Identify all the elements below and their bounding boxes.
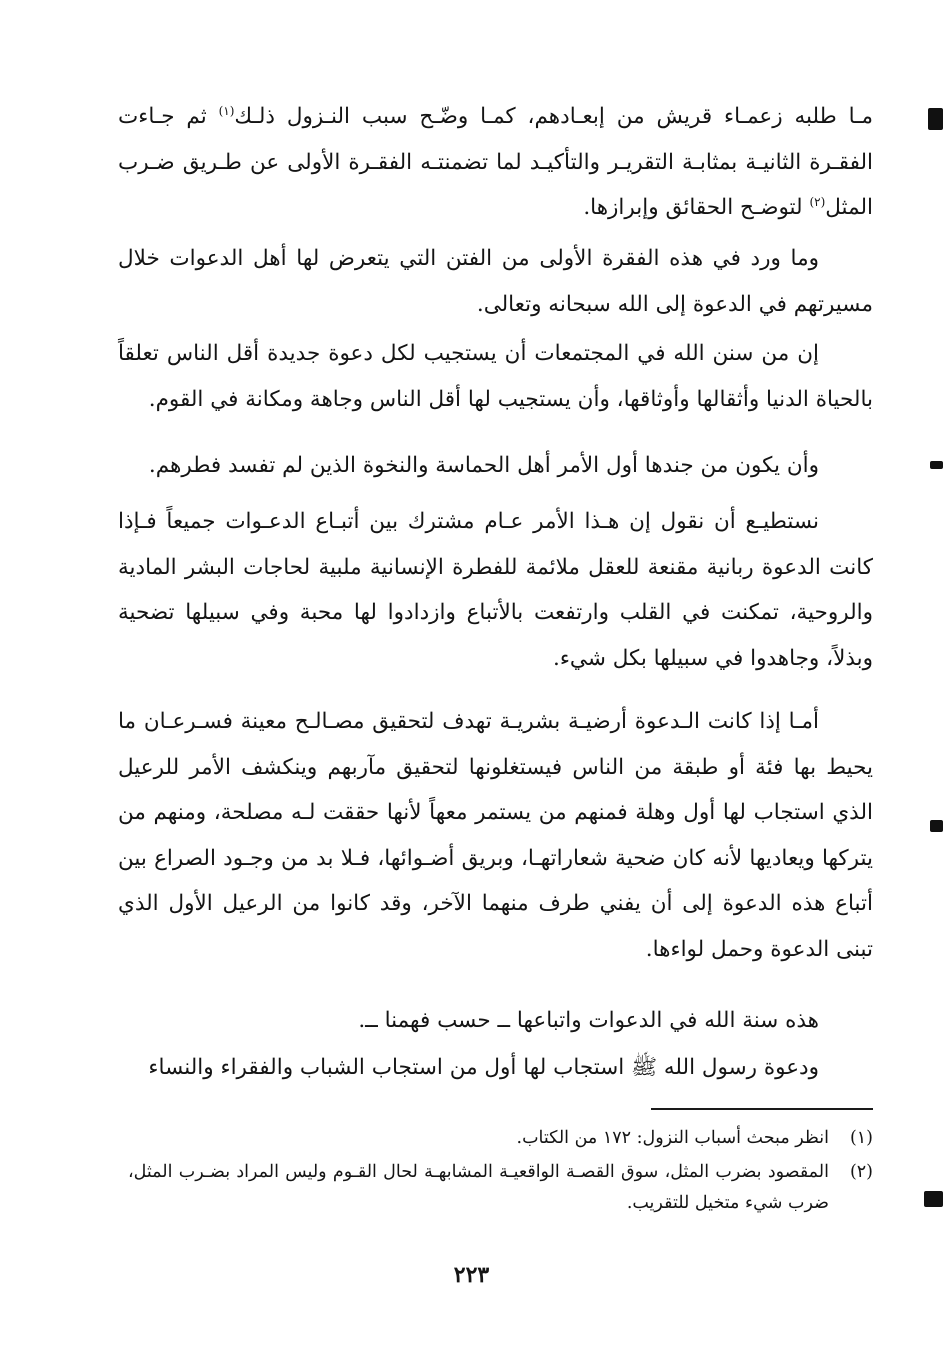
scan-mark bbox=[928, 108, 943, 130]
paragraph-text: لتوضـح الحقائق وإبرازها. bbox=[583, 195, 810, 220]
footnote-number: (١) bbox=[849, 1128, 873, 1148]
footnote-separator bbox=[651, 1108, 873, 1110]
scan-mark bbox=[930, 461, 943, 469]
paragraph-2 bbox=[118, 236, 873, 327]
scan-mark bbox=[924, 1191, 943, 1207]
footnote-text: انظر مبحث أسباب النزول: ١٧٢ من الكتاب. bbox=[516, 1128, 829, 1148]
paragraph-5 bbox=[118, 499, 873, 681]
paragraph-text: وما ورد في هذه الفقرة الأولى من الفتن التي يتعرض لها أهل الدعوات خلال مسيرتهم في الدعوة إلى الله سبحانه وتعالى. bbox=[118, 246, 873, 317]
paragraph-3 bbox=[118, 331, 873, 422]
paragraph-text: ودعوة رسول الله ﷺ استجاب لها أول من استجاب الشباب والفقراء والنساء bbox=[148, 1055, 819, 1080]
footnote-1 bbox=[128, 1123, 873, 1154]
footnotes bbox=[128, 1123, 873, 1222]
paragraph-4 bbox=[118, 443, 873, 489]
paragraph-6 bbox=[118, 699, 873, 972]
paragraph-text: وأن يكون من جندها أول الأمر أهل الحماسة والنخوة الذين لم تفسد فطرهم. bbox=[148, 453, 819, 478]
paragraph-1 bbox=[118, 94, 873, 231]
paragraph-7 bbox=[118, 998, 873, 1044]
footnote-ref-2[interactable]: (٢) bbox=[809, 194, 826, 209]
page-number: ٢٢٣ bbox=[453, 1262, 490, 1288]
footnote-ref-1[interactable]: (١) bbox=[218, 103, 235, 118]
paragraph-text: مـا طلبه زعمـاء قريش من إبعـادهم، كمـا وضّـح سبب النـزول ذلـك bbox=[234, 104, 873, 129]
paragraph-text: ثم جـاءت الفقـرة الثانيـة بمثابـة التقريـر والتأكيـد لما تضمنتـه الفقـرة الأولى عن طـريق ضـرب المثل bbox=[118, 104, 873, 220]
scan-mark bbox=[930, 820, 943, 832]
paragraph-text: إن من سنن الله في المجتمعات أن يستجيب لكل دعوة جديدة أقل الناس تعلقاً بالحياة الدنيا وأثقالها وأوثاقها، وأن يستجيب لها أقل الناس وجاهة ومكانة في القوم. bbox=[118, 341, 873, 412]
paragraph-text: أمـا إذا كانت الـدعوة أرضيـة بشريـة تهدف لتحقيق مصـالـح معينة فسـرعـان ما يحيط بها فئة أو طبقة من الناس فيستغلونها لتحقيق مآربهم وينكشف الأمر للرعيل الذي استجاب لها أول وهلة فمنهم من يستمر معهاً لأنها حققت لـه مصلحة، ومنهم من يتركها ويعاديها لأنه كان ضحية شعاراتهـا، وبريق أضـوائها، فـلا بد من وجـود الصراع بين أتباع هذه الدعوة إلى أن يفني طرف منهما الآخر، وقد كانوا من الرعيل الأول الذي تبنى الدعوة وحمل لواءها. bbox=[118, 709, 873, 962]
paragraph-8 bbox=[118, 1045, 873, 1091]
paragraph-text: هذه سنة الله في الدعوات واتباعها ــ حسب فهمنا ــ. bbox=[358, 1008, 819, 1033]
paragraph-text: نستطيـع أن نقول إن هـذا الأمر عـام مشترك بين أتبـاع الدعـوات جميعاً فـإذا كانت الدعوة ربانية مقنعة للعقل ملائمة للفطرة الإنسانية ملبية لحاجات البشر المادية والروحية، تمكنت في القلب وارتفعت بالأتباع وازدادوا لها محبة وفي سبيلها تضحية وبذلاً، وجاهدوا في سبيلها بكل شيء. bbox=[118, 509, 873, 671]
footnote-2 bbox=[128, 1157, 873, 1219]
footnote-number: (٢) bbox=[849, 1162, 873, 1182]
footnote-text: المقصود بضرب المثل، سوق القصـة الواقعيـة المشابهـة لحال القـوم وليس المراد بضـرب المثل، ضرب شيء متخيل للتقريب. bbox=[128, 1162, 829, 1213]
